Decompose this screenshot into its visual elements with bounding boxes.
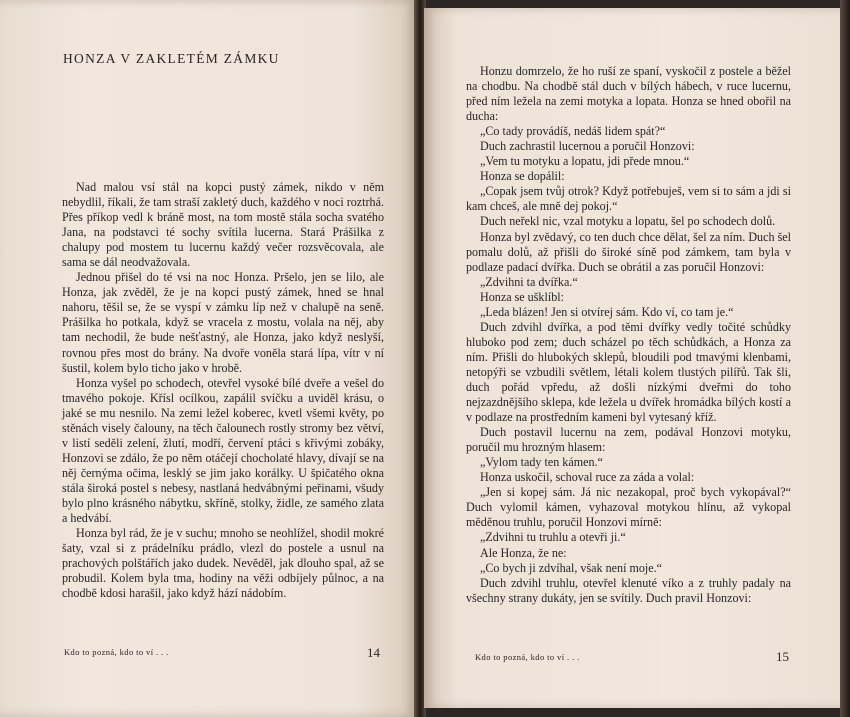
- paragraph: Honza se ušklíbl:: [480, 289, 564, 304]
- paragraph: Honzu domrzelo, že ho ruší ze spaní, vyskočil z postele a běžel na chodbu. Na chodbě stál duch v bílých hábech, v ruce lucernu, před ním ležela na zemi motyka a lopata. Honza se hned obořil na ducha:: [466, 64, 791, 124]
- paragraph: Duch zdvihl dvířka, a pod těmi dvířky vedly točité schůdky hluboko pod zem; duch scházel po těch schůdkách, a Honza za ním. Přišli do hlubokých sklepů, bloudili pod tmavými klenbami, netopýři se vzbudili světlem, létali kolem tlustých pilířů. Tak šli, duch pořád vpředu, až došli nízkými dveřmi do toho nejzazdnějšího sklepa, kde ležela u dvířek hromádka bílých kostí a v podlaze na prostředním kameni byl vytesaný kříž.: [466, 319, 791, 425]
- paragraph: „Leda blázen! Jen si otvírej sám. Kdo ví, co tam je.“: [480, 304, 734, 319]
- paragraph: Jednou přišel do té vsi na noc Honza. Pršelo, jen se lilo, ale Honza, jak zvěděl, že je na kopci pustý zámek, hned se hnal nahoru, těšil se, že se vyspí v zámku líp než v chalupě na seně. Prášilka ho potkala, když se vracela z mostu, volala na něj, aby tam nechodil, že bude nešťastný, ale Honza, jako když neslyší, rovnou přes most do brány. Na dvoře voněla stará lípa, vítr v ní šustil, kolem bylo ticho jako v hrobě.: [62, 270, 384, 375]
- paragraph: Duch neřekl nic, vzal motyku a lopatu, šel po schodech dolů.: [480, 214, 776, 229]
- paragraph: „Co bych ji zdvíhal, však není moje.“: [480, 560, 663, 575]
- paragraph: Nad malou vsí stál na kopci pustý zámek, nikdo v něm nebydlil, říkali, že tam straší zakletý duch, každého v noci roztrhá. Přes příkop vedl k bráně most, na tom mostě stála socha svatého Jana, na podstavci té sochy svítila lucerna. Stará Prášilka z chalupy pod mostem tu lucernu každý večer rozsvěcovala, ale sama se dál neodvažovala.: [62, 180, 384, 270]
- paragraph: „Copak jsem tvůj otrok? Když potřebuješ, vem si to sám a jdi si kam chceš, ale mně dej pokoj.“: [466, 184, 791, 214]
- paragraph: „Vem tu motyku a lopatu, jdi přede mnou.“: [480, 154, 690, 169]
- paragraph: Duch zachrastil lucernou a poručil Honzovi:: [480, 139, 695, 154]
- running-head-left: Kdo to pozná, kdo to ví . . .: [64, 647, 169, 657]
- chapter-heading: HONZA V ZAKLETÉM ZÁMKU: [63, 51, 280, 66]
- left-page-body: [62, 180, 384, 601]
- paragraph: Honza se dopálil:: [480, 169, 565, 184]
- page-number-right: 15: [776, 649, 789, 664]
- paragraph: „Co tady provádíš, nedáš lidem spát?“: [480, 124, 666, 139]
- paragraph: „Zdvihni tu truhlu a otevři ji.“: [480, 530, 626, 545]
- paragraph: Honza byl zvědavý, co ten duch chce dělat, šel za ním. Duch šel pomalu dolů, až přišli do široké síně pod zámkem, tam byla v podlaze padací dvířka. Duch se obrátil a zas poručil Honzovi:: [466, 229, 791, 274]
- paragraph: „Zdvihni ta dvířka.“: [480, 274, 578, 289]
- running-head-right: Kdo to pozná, kdo to ví . . .: [475, 652, 580, 662]
- paragraph: Ale Honza, že ne:: [480, 545, 567, 560]
- paragraph: Honza vyšel po schodech, otevřel vysoké bílé dveře a vešel do tmavého pokoje. Křísl ocílkou, zapálil svíčku a uviděl krásu, o jaké se mu nesnilo. Na zemi ležel koberec, kvetl všemi květy, po stěnách visely čalouny, na těch čalounech rostly stromy bez větví, v listí seděli zelení, žlutí, modří, červení ptáci s křivými zobáky, Honzovi se zdálo, že po něm otáčejí chocholaté hlavy, dívají se na něj černýma očima, lesklý se jim jako korálky. U špičatého okna stála široká postel s nebesy, nastlaná hedvábnými peřinami, všudy bylo plno krásného nábytku, skříně, stolky, židle, ze samého zlata a hedvábí.: [62, 375, 384, 526]
- book-edge: [840, 0, 850, 717]
- page-number-left: 14: [367, 645, 380, 660]
- paragraph: „Vylom tady ten kámen.“: [480, 455, 603, 470]
- paragraph: Honza byl rád, že je v suchu; mnoho se neohlížel, shodil mokré šaty, vzal si z prádelníku prádlo, vlezl do postele a usnul na prachových polštářích jako dudek. Nevěděl, jak dlouho spal, až se probudil. Kolem byla tma, hodiny na věži odbíjely půlnoc, a na chodbě kdosi harašil, jako když hází nádobím.: [62, 526, 384, 601]
- paragraph: Duch zdvihl truhlu, otevřel klenuté víko a z truhly padaly na všechny strany dukáty, jen se svítily. Duch pravil Honzovi:: [466, 575, 791, 605]
- paragraph: „Jen si kopej sám. Já nic nezakopal, proč bych vykopával?“ Duch vylomil kámen, vyhazoval motykou hlínu, až vykopal měděnou truhlu, poručil Honzovi mírně:: [466, 485, 791, 530]
- left-page: [0, 0, 416, 717]
- paragraph: Duch postavil lucernu na zem, podával Honzovi motyku, poručil mu hrozným hlasem:: [466, 425, 791, 455]
- paragraph: Honza uskočil, schoval ruce za záda a volal:: [480, 470, 695, 485]
- right-page-body: [466, 64, 791, 606]
